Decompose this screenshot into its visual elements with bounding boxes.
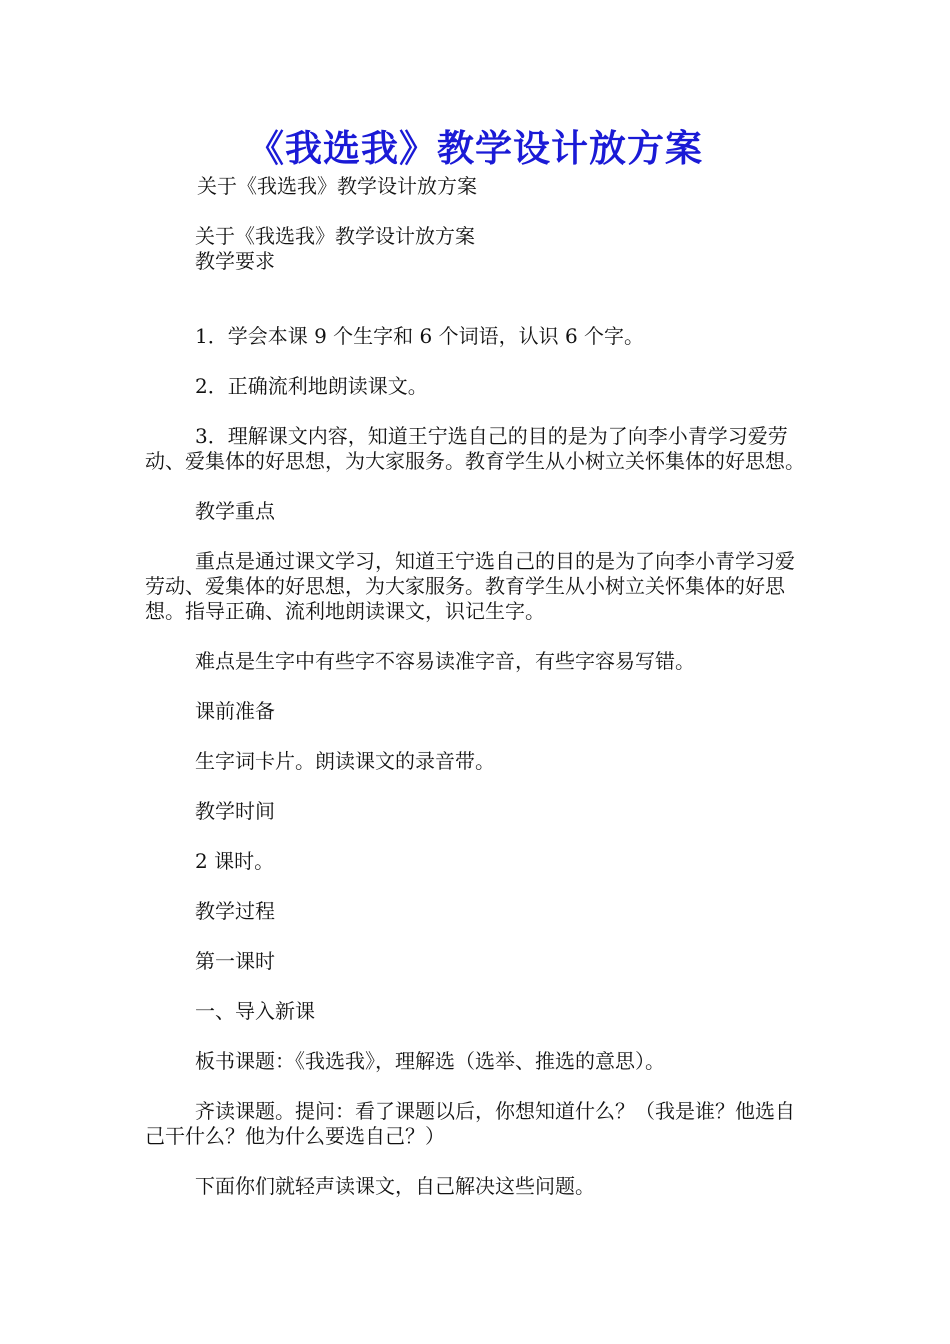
requirement-item-3: 3．理解课文内容，知道王宁选自己的目的是为了向李小青学习爱劳动、爱集体的好思想，为大家服务。教育学生从小树立关怀集体的好思想。 bbox=[145, 424, 805, 473]
heading-teaching-focus: 教学重点 bbox=[195, 499, 275, 523]
document-body bbox=[145, 174, 811, 1199]
requirement-item-1: 1．学会本课 9 个生字和 6 个词语，认识 6 个字。 bbox=[195, 324, 645, 348]
paragraph-board-title: 板书课题：《我选我》，理解选（选举、推选的意思）。 bbox=[195, 1049, 665, 1073]
paragraph-intro: 关于《我选我》教学设计放方案 bbox=[195, 224, 475, 248]
heading-introduction: 一、导入新课 bbox=[195, 999, 315, 1023]
paragraph-teaching-time: 2 课时。 bbox=[195, 849, 275, 873]
heading-first-lesson: 第一课时 bbox=[195, 949, 275, 973]
requirement-item-2: 2．正确流利地朗读课文。 bbox=[195, 374, 428, 398]
heading-teaching-process: 教学过程 bbox=[195, 899, 275, 923]
heading-preparation: 课前准备 bbox=[195, 699, 275, 723]
paragraph-difficulty: 难点是生字中有些字不容易读准字音，有些字容易写错。 bbox=[195, 649, 695, 673]
heading-teaching-time: 教学时间 bbox=[195, 799, 275, 823]
paragraph-read-text: 下面你们就轻声读课文，自己解决这些问题。 bbox=[195, 1174, 595, 1198]
document-subtitle: 关于《我选我》教学设计放方案 bbox=[197, 174, 477, 198]
heading-teaching-requirements: 教学要求 bbox=[195, 249, 275, 273]
paragraph-read-title: 齐读课题。提问：看了课题以后，你想知道什么？（我是谁？他选自己干什么？他为什么要选自己？） bbox=[145, 1099, 795, 1148]
document-title: 《我选我》教学设计放方案 bbox=[247, 127, 703, 170]
paragraph-focus: 重点是通过课文学习，知道王宁选自己的目的是为了向李小青学习爱劳动、爱集体的好思想，为大家服务。教育学生从小树立关怀集体的好思想。指导正确、流利地朗读课文，识记生字。 bbox=[145, 549, 795, 623]
paragraph-preparation: 生字词卡片。朗读课文的录音带。 bbox=[195, 749, 495, 773]
